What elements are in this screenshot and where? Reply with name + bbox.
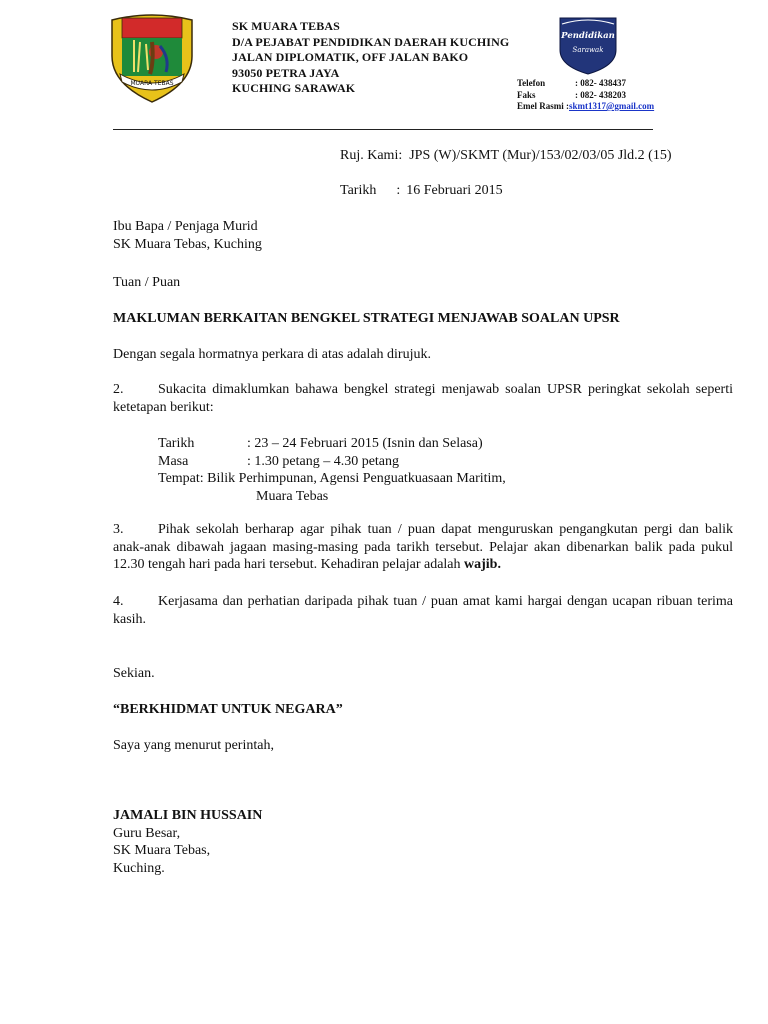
- pendidikan-sarawak-logo: [556, 14, 620, 76]
- signatory-name: JAMALI BIN HUSSAIN: [113, 808, 263, 823]
- subject-heading: MAKLUMAN BERKAITAN BENGKEL STRATEGI MENJAWAB SOALAN UPSR: [113, 311, 620, 326]
- event-details: [113, 435, 733, 505]
- letterhead-divider: [113, 129, 653, 130]
- salutation: Tuan / Puan: [113, 275, 181, 290]
- paragraph-2: [113, 381, 733, 416]
- paragraph-3: [113, 521, 733, 574]
- recipient-block: [113, 218, 733, 253]
- paragraph-emphasis: wajib.: [464, 557, 501, 572]
- reference-line: [340, 147, 671, 165]
- sign-off: Saya yang menurut perintah,: [113, 738, 274, 753]
- fax-value: : 082- 438203: [575, 89, 626, 100]
- recipient-line: SK Muara Tebas, Kuching: [113, 236, 262, 252]
- detail-tempat: Tempat: Bilik Perhimpunan, Agensi Penguatkuasaan Maritim,: [158, 471, 506, 486]
- motto: “BERKHIDMAT UNTUK NEGARA”: [113, 702, 343, 717]
- signatory-line: Guru Besar,: [113, 825, 181, 841]
- letterhead-line: KUCHING SARAWAK: [232, 81, 356, 95]
- signatory-line: Kuching.: [113, 860, 165, 876]
- signatory-block: [113, 807, 733, 877]
- date-line: Tarikh : 16 Februari 2015: [340, 183, 503, 198]
- paragraph-number: 4.: [113, 594, 124, 609]
- recipient-line: Ibu Bapa / Penjaga Murid: [113, 219, 258, 234]
- fax-label: Faks: [517, 89, 536, 100]
- detail-tarikh-value: : 23 – 24 Februari 2015 (Isnin dan Selasa): [247, 436, 483, 451]
- paragraph-number: 2.: [113, 382, 124, 397]
- paragraph-text: Kerjasama dan perhatian daripada pihak tuan / puan amat kami hargai dengan ucapan ribuan terima kasih.: [113, 594, 733, 627]
- reference-label: Ruj. Kami:: [340, 148, 403, 163]
- letterhead-line: JALAN DIPLOMATIK, OFF JALAN BAKO: [232, 50, 469, 64]
- detail-masa-value: : 1.30 petang – 4.30 petang: [247, 453, 400, 469]
- detail-tarikh-label: Tarikh: [158, 436, 195, 451]
- paragraph-4: [113, 593, 733, 628]
- paragraph-text: Sukacita dimaklumkan bahawa bengkel strategi menjawab soalan UPSR peringkat sekolah seperti ketetapan berikut:: [113, 382, 733, 415]
- contact-info: [517, 78, 654, 113]
- phone-label: Telefon: [517, 78, 546, 88]
- email-link[interactable]: skmt1317@gmail.com: [569, 101, 655, 111]
- date-label: Tarikh: [340, 183, 377, 198]
- email-label: Emel Rasmi :: [517, 101, 569, 111]
- detail-masa-label: Masa: [158, 453, 189, 469]
- date-value: 16 Februari 2015: [406, 183, 503, 198]
- school-logo-banner: MUARA TEBAS: [130, 80, 174, 87]
- detail-tempat-line2: Muara Tebas: [256, 488, 329, 504]
- sarawak-logo-text: Sarawak: [572, 46, 604, 54]
- paragraph-text: Pihak sekolah berharap agar pihak tuan / puan dapat menguruskan pengangkutan pergi dan balik anak-anak dibawah jagaan masing-masing pada tarikh tersebut. Pelajar akan dibenarkan balik pada pukul 12.30 tengah hari pada hari tersebut. Kehadiran pelajar adalah: [113, 522, 733, 572]
- letterhead-line: SK MUARA TEBAS: [232, 19, 340, 33]
- letterhead: [232, 19, 509, 97]
- letterhead-line: D/A PEJABAT PENDIDIKAN DAERAH KUCHING: [232, 34, 510, 49]
- letterhead-line: 93050 PETRA JAYA: [232, 65, 340, 80]
- sarawak-logo-text: Pendidikan: [561, 31, 615, 41]
- paragraph-number: 3.: [113, 522, 124, 537]
- signatory-line: SK Muara Tebas,: [113, 843, 211, 858]
- closing: Sekian.: [113, 666, 155, 681]
- school-crest-logo: [104, 12, 200, 104]
- reference-value: JPS (W)/SKMT (Mur)/153/02/03/05 Jld.2 (15): [409, 148, 672, 163]
- opening-paragraph: Dengan segala hormatnya perkara di atas adalah dirujuk.: [113, 347, 431, 362]
- phone-value: : 082- 438437: [575, 78, 626, 88]
